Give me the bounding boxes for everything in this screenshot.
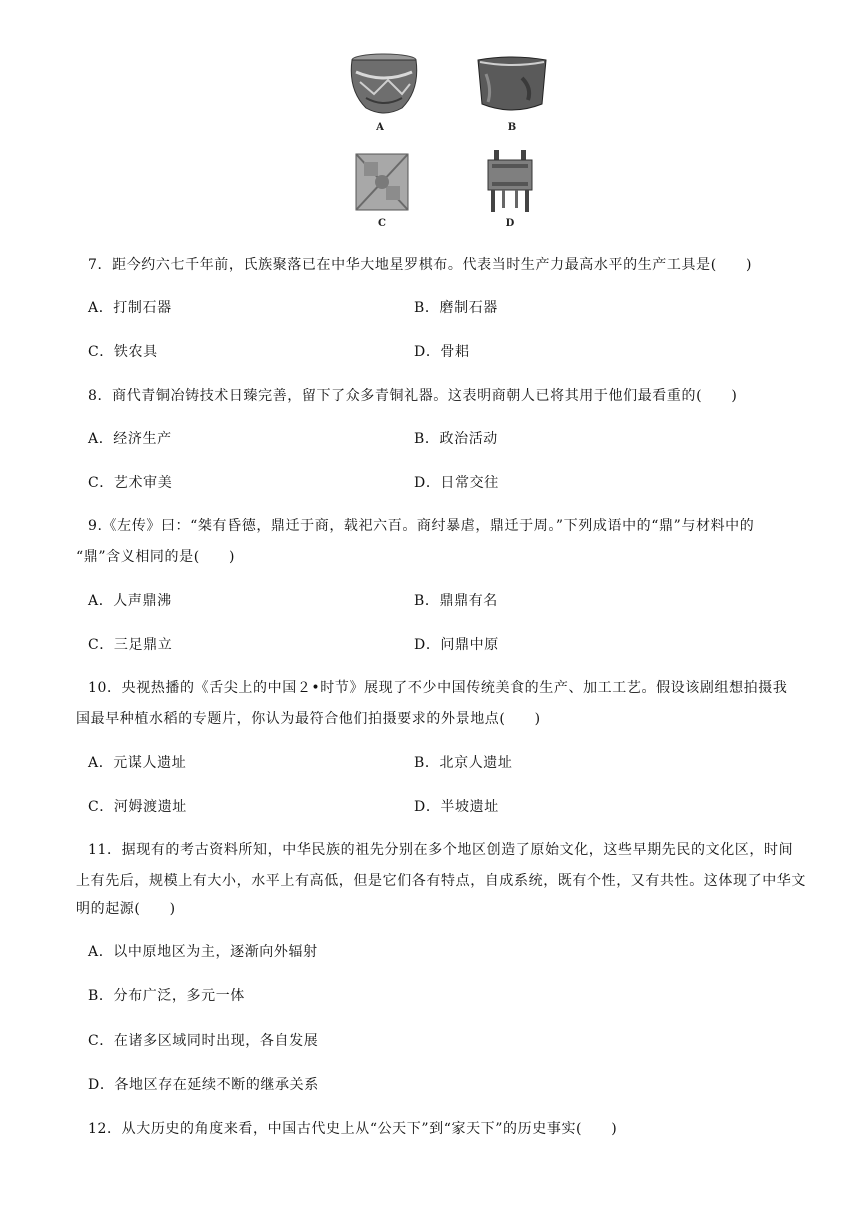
bronze-vessel-image	[350, 150, 414, 214]
question-7-stem: 7．距今约六七千年前，氏族聚落已在中华大地星罗棋布。代表当时生产力最高水平的生产工具是( )	[88, 257, 753, 273]
artifact-figure	[330, 40, 550, 240]
question-11-option-b: B．分布广泛，多元一体	[88, 988, 245, 1004]
question-8-option-c: C．艺术审美	[88, 475, 173, 491]
question-8-option-a: A．经济生产	[88, 431, 172, 447]
question-10-stem-line-2: 国最早种植水稻的专题片，你认为最符合他们拍摄要求的外景地点( )	[76, 711, 541, 727]
question-11-option-c: C．在诸多区域同时出现，各自发展	[88, 1033, 319, 1049]
question-7-option-c: C．铁农具	[88, 344, 158, 360]
question-10-option-a: A．元谋人遗址	[88, 755, 187, 771]
painted-pottery-bowl-image	[344, 50, 424, 120]
question-7-option-d: D．骨耜	[414, 344, 470, 360]
black-pottery-cup-image	[472, 54, 552, 118]
figure-label-a: A	[376, 122, 384, 133]
question-9-option-a: A．人声鼎沸	[88, 593, 172, 609]
figure-label-d: D	[505, 218, 515, 229]
question-8-stem: 8．商代青铜冶铸技术日臻完善，留下了众多青铜礼器。这表明商朝人已将其用于他们最看重的( )	[88, 388, 738, 404]
question-12-stem: 12．从大历史的角度来看，中国古代史上从“公天下”到“家天下”的历史事实( )	[88, 1121, 618, 1137]
figure-label-c: C	[378, 218, 386, 229]
question-8-option-d: D．日常交往	[414, 475, 499, 491]
question-11-stem-line-2: 上有先后，规模上有大小，水平上有高低，但是它们各有特点，自成系统，既有个性，又有共性。这体现了中华文	[76, 873, 806, 889]
question-10-option-c: C．河姆渡遗址	[88, 799, 187, 815]
question-11-stem-line-3: 明的起源( )	[76, 901, 176, 917]
question-7-option-b: B．磨制石器	[414, 300, 498, 316]
question-11-option-a: A．以中原地区为主，逐渐向外辐射	[88, 944, 318, 960]
question-11-stem-line-1: 11．据现有的考古资料所知，中华民族的祖先分别在多个地区创造了原始文化，这些早期先民的文化区，时间	[88, 842, 794, 858]
question-10-option-b: B．北京人遗址	[414, 755, 513, 771]
question-8-option-b: B．政治活动	[414, 431, 498, 447]
question-9-stem-line-2: “鼎”含义相同的是( )	[76, 549, 236, 565]
question-7-option-a: A．打制石器	[88, 300, 172, 316]
question-9-option-d: D．问鼎中原	[414, 637, 499, 653]
question-9-stem-line-1: 9.《左传》曰：“桀有昏德，鼎迁于商，载祀六百。商纣暴虐，鼎迁于周。”下列成语中的“鼎”与材料中的	[88, 518, 755, 534]
question-10-stem-line-1: 10．央视热播的《舌尖上的中国２•时节》展现了不少中国传统美食的生产、加工工艺。假设该剧组想拍摄我	[88, 680, 788, 696]
question-9-option-c: C．三足鼎立	[88, 637, 173, 653]
question-10-option-d: D．半坡遗址	[414, 799, 499, 815]
figure-label-b: B	[507, 122, 517, 133]
square-ding-cauldron-image	[482, 148, 538, 214]
question-11-option-d: D．各地区存在延续不断的继承关系	[88, 1077, 319, 1093]
question-9-option-b: B．鼎鼎有名	[414, 593, 498, 609]
